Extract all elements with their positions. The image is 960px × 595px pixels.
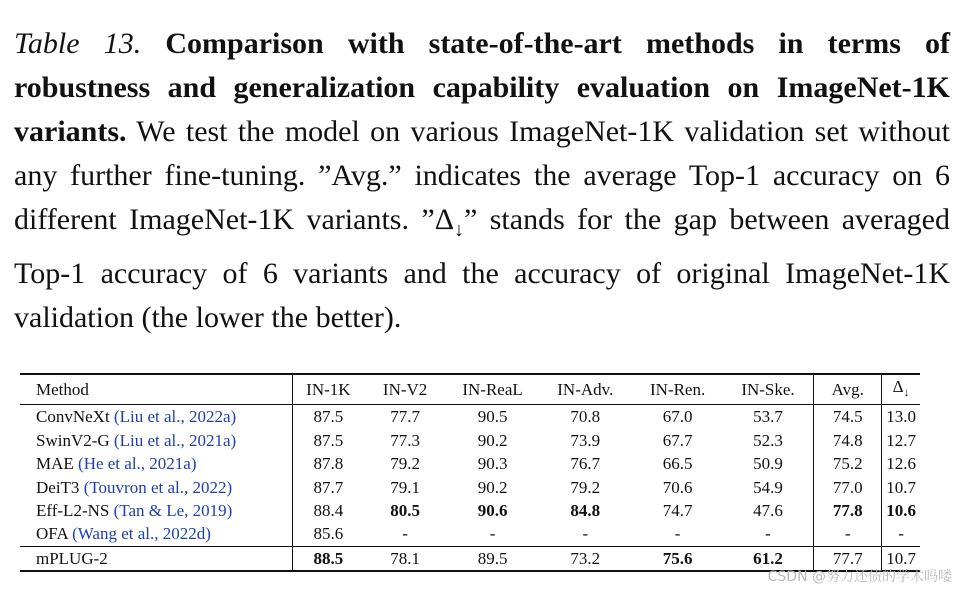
value-cell: - [723, 522, 814, 546]
value-cell: 13.0 [886, 407, 916, 427]
value-cell: 66.5 [662, 454, 693, 474]
value-cell: 78.1 [363, 546, 447, 571]
value-cell: 87.5 [313, 430, 344, 450]
value-cell: 90.2 [477, 477, 508, 497]
table-row [20, 452, 920, 475]
method-citation[interactable]: (He et al., 2021a) [78, 454, 197, 474]
method-name: DeiT3 [36, 477, 80, 497]
table-body [20, 405, 920, 571]
header-inren: IN-Ren. [632, 374, 723, 405]
header-delta-symbol: Δ [892, 377, 904, 396]
header-inadv: IN-Adv. [538, 374, 632, 405]
value-cell: 54.9 [723, 476, 814, 499]
value-cell: - [489, 524, 496, 544]
table-header-row [20, 374, 920, 405]
value-cell: 75.6 [632, 546, 723, 571]
value-cell: 74.8 [814, 429, 882, 452]
method-cell [20, 476, 293, 499]
value-cell: 52.3 [723, 429, 814, 452]
method-name: mPLUG-2 [36, 548, 108, 568]
table-row [20, 499, 920, 522]
value-cell: 87.8 [313, 454, 344, 474]
value-cell: 12.6 [886, 454, 916, 474]
header-avg: Avg. [814, 374, 882, 405]
method-citation[interactable]: (Liu et al., 2021a) [113, 430, 237, 450]
header-inv2: IN-V2 [363, 374, 447, 405]
value-cell: 90.2 [477, 430, 508, 450]
value-cell: 70.8 [570, 407, 601, 427]
value-cell: 76.7 [570, 454, 601, 474]
value-cell: 61.2 [723, 546, 814, 571]
value-cell: 79.2 [570, 477, 601, 497]
value-cell: 79.2 [390, 454, 420, 474]
method-citation[interactable]: (Touvron et al., 2022) [83, 477, 233, 497]
value-cell: 70.6 [662, 477, 693, 497]
header-delta [882, 374, 920, 405]
value-cell: 10.7 [882, 546, 920, 571]
caption-title: Comparison with state-of-the-art methods in terms of robustness and generalization capability evaluation on ImageNet-1K variants. [14, 27, 951, 148]
table-row [20, 405, 920, 429]
value-cell: - [674, 524, 681, 544]
header-delta-sub: ↓ [903, 385, 910, 399]
method-citation[interactable]: (Liu et al., 2022a) [113, 407, 237, 427]
value-cell: - [898, 524, 904, 544]
caption-body-2: ” stands for the gap between averaged Top-1 accuracy of 6 variants and the accuracy of original ImageNet-1K validation (the lower the better). [14, 203, 950, 334]
caption-label: Table 13. [14, 27, 142, 60]
results-table [20, 373, 920, 572]
value-cell: 10.6 [886, 501, 916, 521]
table-caption [14, 22, 950, 340]
value-cell: 79.1 [390, 477, 420, 497]
method-cell [20, 405, 293, 429]
table-row [20, 429, 920, 452]
method-cell [20, 499, 293, 522]
method-name: OFA [36, 524, 68, 544]
value-cell: 77.3 [390, 430, 420, 450]
method-name: SwinV2-G [36, 430, 110, 450]
value-cell: 90.5 [477, 407, 508, 427]
value-cell: 73.2 [538, 546, 632, 571]
value-cell: - [814, 522, 882, 546]
table-row [20, 476, 920, 499]
value-cell: 67.7 [662, 430, 693, 450]
table-row [20, 522, 920, 546]
value-cell: 90.3 [477, 454, 508, 474]
method-citation[interactable]: (Wang et al., 2022d) [72, 524, 211, 544]
value-cell: 77.8 [814, 499, 882, 522]
value-cell: - [402, 524, 408, 544]
watermark: CSDN @努力还债的学术吗喽 [767, 569, 952, 585]
value-cell: 50.9 [723, 452, 814, 475]
value-cell: 74.7 [662, 501, 693, 521]
method-name: Eff-L2-NS [36, 501, 110, 521]
value-cell: 85.6 [313, 524, 344, 544]
header-inske: IN-Ske. [723, 374, 814, 405]
header-method: Method [20, 374, 293, 405]
value-cell: 87.7 [313, 477, 344, 497]
value-cell: 84.8 [570, 501, 601, 521]
method-citation[interactable]: (Tan & Le, 2019) [113, 501, 233, 521]
value-cell: - [582, 524, 589, 544]
caption-delta-sub: ↓ [454, 219, 464, 241]
method-cell [20, 522, 293, 546]
value-cell: 89.5 [447, 546, 538, 571]
method-cell [20, 452, 293, 475]
value-cell: 88.5 [293, 546, 364, 571]
value-cell: 74.5 [814, 405, 882, 429]
value-cell: 73.9 [570, 430, 601, 450]
value-cell: 75.2 [814, 452, 882, 475]
header-inreal: IN-ReaL [447, 374, 538, 405]
value-cell: 87.5 [313, 407, 344, 427]
value-cell: 77.0 [814, 476, 882, 499]
method-cell [20, 546, 293, 571]
method-name: ConvNeXt [36, 407, 110, 427]
value-cell: 47.6 [723, 499, 814, 522]
method-name: MAE [36, 454, 74, 474]
value-cell: 77.7 [390, 407, 420, 427]
value-cell: 88.4 [313, 501, 344, 521]
header-in1k: IN-1K [293, 374, 364, 405]
value-cell: 67.0 [662, 407, 693, 427]
caption-body-1: We test the model on various ImageNet-1K validation set without any further fine-tuning. ”Avg.” indicates the average Top-1 accuracy on 6 different ImageNet-1K variants. ”Δ [14, 115, 950, 236]
value-cell: 12.7 [886, 430, 916, 450]
value-cell: 53.7 [723, 405, 814, 429]
value-cell: 80.5 [390, 501, 420, 521]
method-cell [20, 429, 293, 452]
value-cell: 10.7 [886, 477, 916, 497]
value-cell: 77.7 [814, 546, 882, 571]
value-cell: 90.6 [477, 501, 508, 521]
